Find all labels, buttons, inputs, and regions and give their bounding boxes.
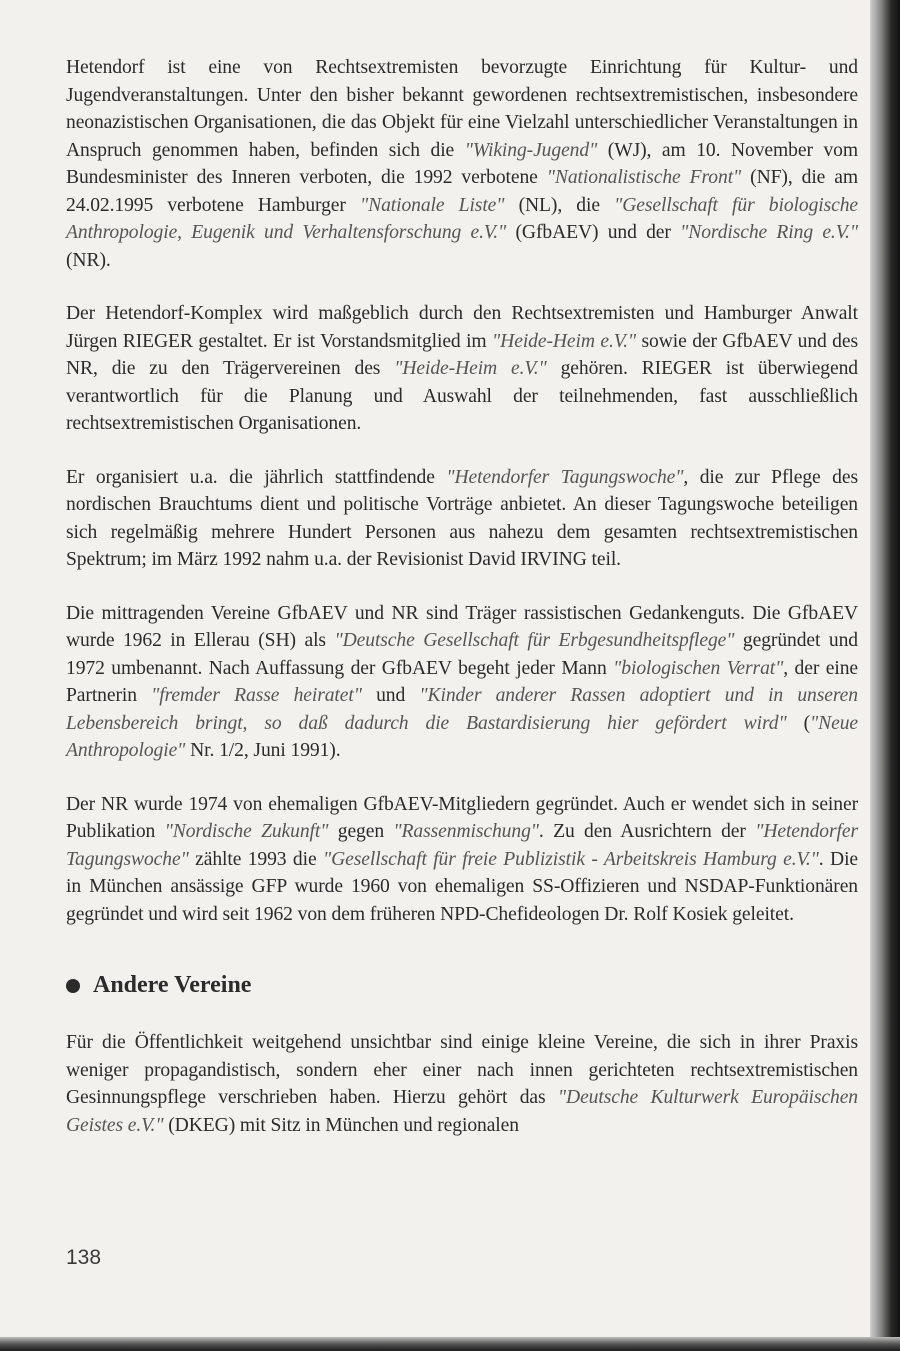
italic-quote: "Heide-Heim e.V." — [492, 330, 637, 352]
page-content — [66, 54, 858, 1165]
text-run: Hetendorf ist eine von Rechtsextremisten bevorzugte Einrichtung für Kultur- und Jugendveranstaltungen. Unter den bisher bekannt gewordenen rechtsextremistischen, insbesondere neonazistischen Organisationen, die das Objekt für eine Vielzahl unterschiedlicher Veranstaltungen in Anspruch genommen haben, befinden sich die — [66, 57, 858, 161]
italic-quote: "Heide-Heim e.V." — [394, 358, 547, 379]
text-run: und — [361, 685, 420, 706]
text-run: , der eine Partnerin — [66, 657, 858, 706]
section-heading-text: Andere Vereine — [93, 972, 252, 998]
paragraph-nr — [66, 791, 858, 929]
bullet-icon — [66, 979, 80, 993]
italic-quote: "Wiking-Jugend" — [464, 139, 598, 161]
italic-quote: "Rassenmischung" — [393, 821, 539, 842]
text-run: (NR). — [66, 249, 111, 271]
paragraph-andere-vereine — [66, 1029, 858, 1139]
page-bottom-edge — [0, 1337, 900, 1351]
text-run: Er organisiert u.a. die jährlich stattfindende — [66, 466, 447, 488]
italic-quote: "fremder Rasse heiratet" — [151, 685, 362, 706]
text-run: Nr. 1/2, Juni 1991). — [185, 740, 341, 761]
text-run: (DKEG) mit Sitz in München und regionalen — [163, 1114, 519, 1136]
italic-quote: "Nationalistische Front" — [546, 167, 742, 188]
italic-quote: "Deutsche Kulturwerk Europäischen Geistes e.V." — [66, 1087, 858, 1136]
italic-quote: "Hetendorfer Tagungswoche" — [446, 466, 684, 488]
text-run: (WJ), am 10. November vom Bundesminister des Inneren verboten, die 1992 verbotene — [66, 139, 858, 188]
paragraph-rieger — [66, 300, 858, 438]
text-run: (NL), die — [504, 194, 615, 216]
text-run: zählte 1993 die — [188, 848, 323, 870]
italic-quote: "biologischen Verrat" — [613, 657, 784, 679]
text-run: sowie der GfbAEV und des NR, die zu den Trägervereinen des — [66, 330, 859, 379]
paragraph-hetendorf — [66, 54, 858, 274]
italic-quote: "Deutsche Gesellschaft für Erbgesundheitspflege" — [334, 630, 735, 651]
text-run: (NF), die am 24.02.1995 verbotene Hamburger — [66, 167, 858, 216]
italic-quote: "Nationale Liste" — [359, 194, 505, 216]
text-run: Der NR wurde 1974 von ehemaligen GfbAEV-Mitgliedern gegründet. Auch er wendet sich in seiner Publikation — [66, 793, 858, 842]
italic-quote: "Gesellschaft für biologische Anthropologie, Eugenik und Verhaltensforschung e.V." — [66, 194, 859, 243]
italic-quote: "Neue Anthropologie" — [66, 712, 858, 761]
italic-quote: "Kinder anderer Rassen adoptiert und in unseren Lebensbereich bringt, so daß dadurch die Bastardisierung hier gefördert wird" — [66, 685, 858, 734]
section-heading — [66, 972, 858, 999]
text-run: gegen — [328, 821, 394, 842]
book-spine-shadow — [870, 0, 900, 1351]
text-run: . Zu den Ausrichtern der — [538, 821, 756, 842]
text-run: gehören. RIEGER ist überwiegend verantwortlich für die Planung und Auswahl der teilnehmenden, fast ausschließlich rechtsextremistischen Organisationen. — [66, 358, 858, 434]
italic-quote: "Nordische Zukunft" — [164, 821, 329, 842]
text-run: gegründet und 1972 umbenannt. Nach Auffassung der GfbAEV begeht jeder Mann — [66, 630, 858, 679]
paragraph-gfbaev — [66, 600, 858, 765]
text-run: . Die in München ansässige GFP wurde 1960 von ehemaligen SS-Offizieren und NSDAP-Funktionären gegründet und wird seit 1962 von dem früheren NPD-Chefideologen Dr. Rolf Kosiek geleitet. — [66, 848, 859, 925]
paragraph-tagungswoche — [66, 464, 858, 574]
text-run: ( — [786, 712, 810, 734]
page-number: 138 — [66, 1246, 102, 1269]
italic-quote: "Nordische Ring e.V." — [680, 222, 858, 243]
italic-quote: "Gesellschaft für freie Publizistik - Arbeitskreis Hamburg e.V." — [323, 848, 819, 870]
text-run: Der Hetendorf-Komplex wird maßgeblich durch den Rechtsextremisten und Hamburger Anwalt Jürgen RIEGER gestaltet. Er ist Vorstandsmitglied im — [66, 303, 858, 352]
text-run: (GfbAEV) und der — [506, 222, 681, 243]
text-run: , die zur Pflege des nordischen Brauchtums dient und politische Vorträge anbietet. An dieser Tagungswoche beteiligen sich regelmäßig mehrere Hundert Personen aus nahezu dem gesamten rechtsextremistischen Spektrum; im März 1992 nahm u.a. der Revisionist David IRVING teil. — [66, 466, 858, 570]
text-run: Für die Öffentlichkeit weitgehend unsichtbar sind einige kleine Vereine, die sich in ihrer Praxis weniger propagandistisch, sondern eher einer nach innen gerichteten rechtsextremistischen Gesinnungspflege verschrieben haben. Hierzu gehört das — [66, 1032, 858, 1108]
text-run: Die mittragenden Vereine GfbAEV und NR sind Träger rassistischen Gedankenguts. Die GfbAEV wurde 1962 in Ellerau (SH) als — [66, 602, 858, 651]
italic-quote: "Hetendorfer Tagungswoche" — [66, 821, 858, 870]
